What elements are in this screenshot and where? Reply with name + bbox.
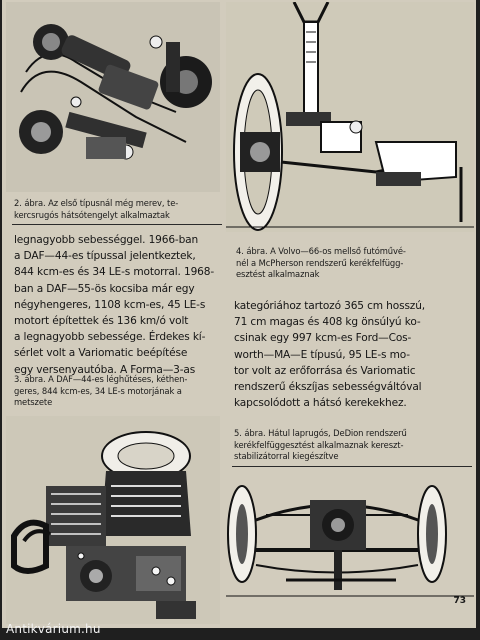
dedion-suspension-drawing-icon: [226, 470, 474, 598]
figure-2-image: [6, 2, 220, 192]
figure-3-image: [6, 416, 220, 624]
figure-4-caption: 4. ábra. A Volvo—66-os mellső futóművé- nél a McPherson rendszerű kerékfelfügg- esztést alkalmaznak: [236, 246, 406, 279]
left-column-text: legnagyobb sebességgel. 1966-ban a DAF—44-es típussal jelentkeztek, 844 kcm-es és 34 LE-s motorral. 1968- ban a DAF—55-ös kocsiba már egy négyhengeres, 1108 kcm-es, 45 LE-s motort építettek és 136 km/ó volt a legnagyobb sebessége. Érdekes kí- sérlet volt a Variomatic beépítése egy versenyautóba. A Forma—3-as: [14, 234, 215, 376]
figure-5-caption: 5. ábra. Hátul laprugós, DeDion rendszerű kerékfelfüggesztést alkalmaznak kereszt- stabilizátorral kiegészítve: [234, 428, 407, 461]
mcpherson-suspension-drawing-icon: [226, 2, 474, 232]
caption-divider-line: [12, 224, 222, 225]
watermark-text: Antikvárium.hu: [6, 622, 101, 636]
figure-3-caption: 3. ábra. A DAF—44-es léghűtéses, kéthen- geres, 844 kcm-es, 34 LE-s motorjának a metszete: [14, 374, 188, 407]
page-number: 73: [453, 596, 466, 606]
daf-engine-drawing-icon: [6, 416, 220, 624]
figure-2-caption: 2. ábra. Az első típusnál még merev, te- kercsrugós hátsótengelyt alkalmaztak: [14, 198, 179, 220]
figure-5-image: [226, 470, 474, 598]
book-page: [2, 0, 476, 628]
rear-axle-drawing-icon: [6, 2, 220, 192]
figure-4-image: [226, 2, 474, 232]
right-column-text: kategóriához tartozó 365 cm hosszú, 71 cm magas és 408 kg önsúlyú ko- csinak egy 997 kcm-es Ford—Cos- worth—MA—E típusú, 95 LE-s mo- tor volt az erőforrása és Variomatic rendszerű ékszíjas sebességváltóval kapcsolódott a hátsó kerekekhez.: [234, 300, 426, 410]
caption-divider-line: [232, 466, 472, 467]
